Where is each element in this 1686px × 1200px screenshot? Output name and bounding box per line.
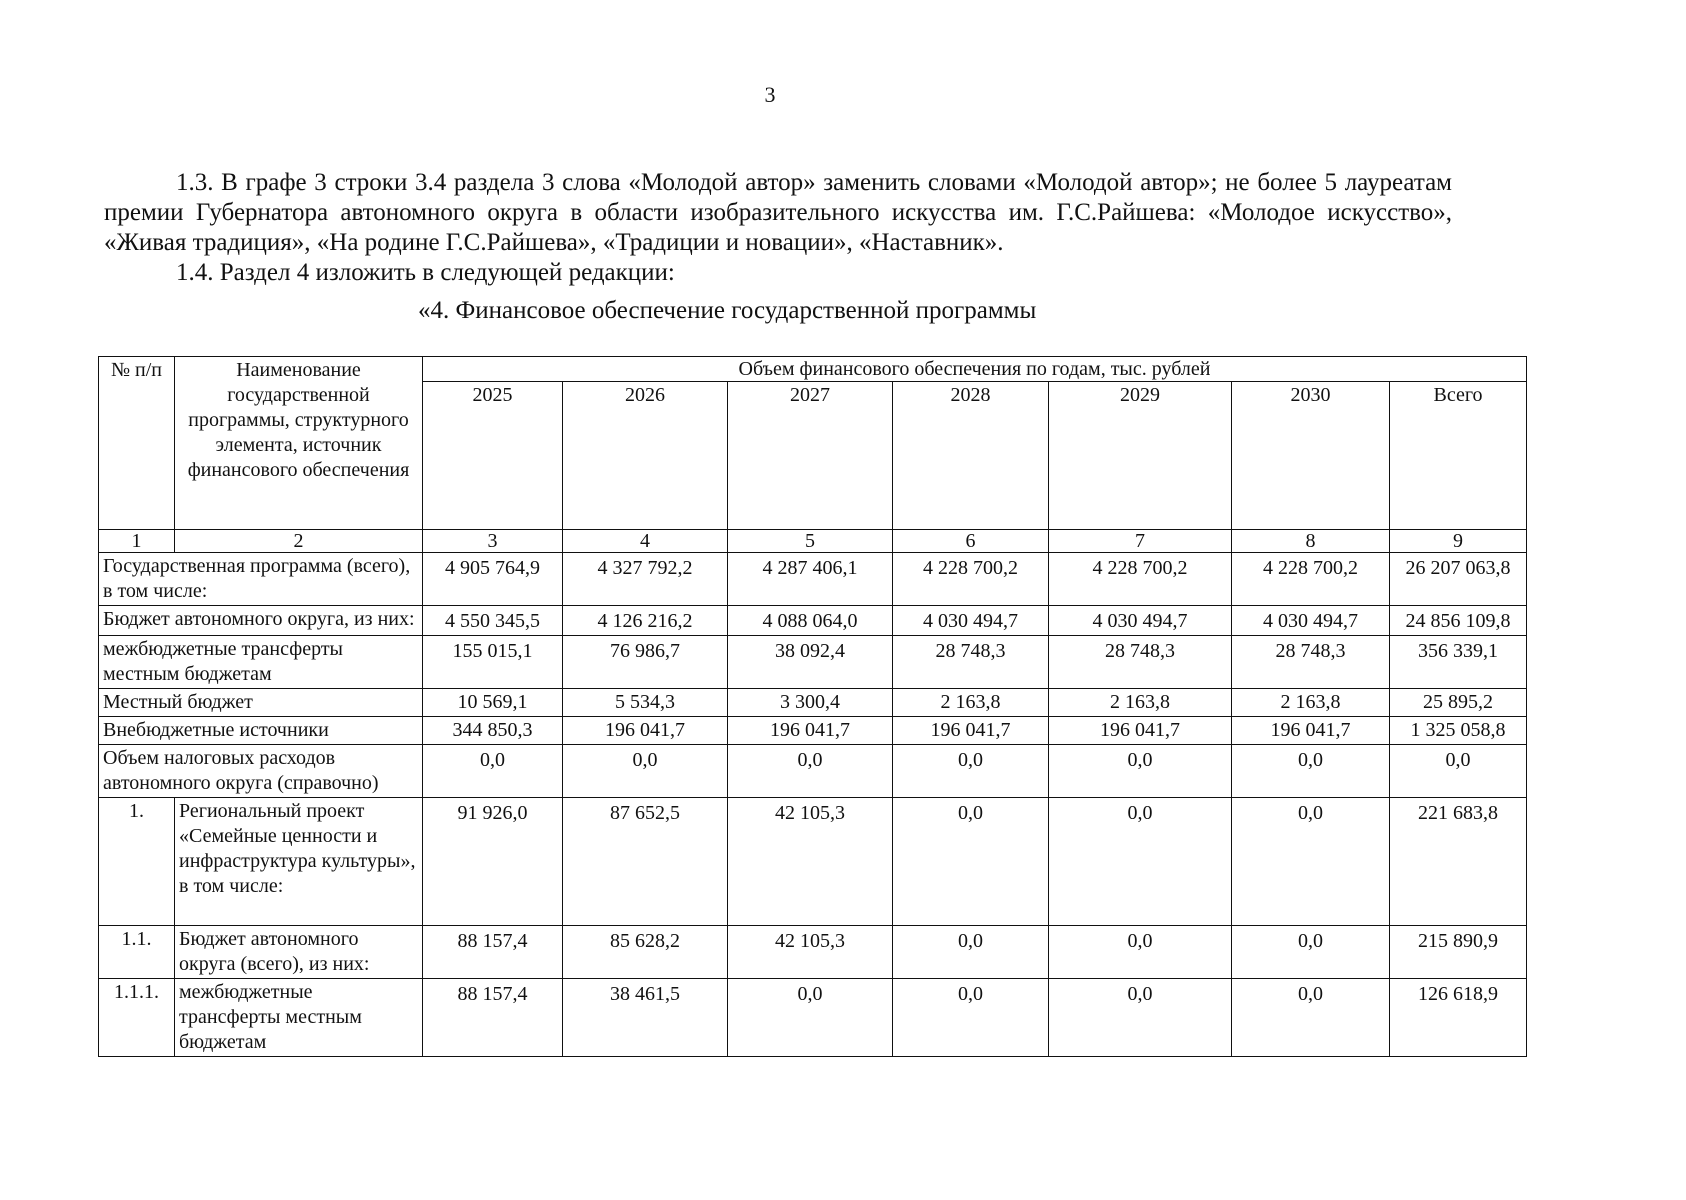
value-cell: 0,0 [1049,979,1232,1057]
value-cell: 155 015,1 [423,636,563,689]
table-row-extrabudget [99,717,1527,745]
header-year-2026: 2026 [563,382,728,530]
value-cell: 38 092,4 [728,636,893,689]
value-cell: 0,0 [563,745,728,798]
value-cell: 4 030 494,7 [1049,606,1232,636]
header-total: Всего [1390,382,1527,530]
value-cell: 4 550 345,5 [423,606,563,636]
value-cell: 221 683,8 [1390,798,1527,926]
value-cell: 42 105,3 [728,798,893,926]
row-label: Местный бюджет [99,689,423,717]
value-cell: 0,0 [1049,798,1232,926]
value-cell: 0,0 [893,979,1049,1057]
table-row-okrug-budget [99,606,1527,636]
value-cell: 76 986,7 [563,636,728,689]
value-cell: 85 628,2 [563,926,728,979]
value-cell: 196 041,7 [1232,717,1390,745]
header-year-2030: 2030 [1232,382,1390,530]
value-cell: 91 926,0 [423,798,563,926]
value-cell: 87 652,5 [563,798,728,926]
value-cell: 196 041,7 [1049,717,1232,745]
value-cell: 0,0 [893,798,1049,926]
body-text [104,168,1452,288]
value-cell: 4 228 700,2 [1049,553,1232,606]
value-cell: 0,0 [1232,926,1390,979]
section-title: «4. Финансовое обеспечение государственной программы [418,297,1037,324]
index-cell: 5 [728,530,893,553]
header-num-col: № п/п [99,357,175,530]
value-cell: 2 163,8 [1232,689,1390,717]
row-label: межбюджетные трансферты местным бюджетам [175,979,423,1057]
value-cell: 4 287 406,1 [728,553,893,606]
value-cell: 3 300,4 [728,689,893,717]
row-label: Бюджет автономного округа (всего), из них: [175,926,423,979]
table-row-regional-project [99,798,1527,926]
value-cell: 88 157,4 [423,979,563,1057]
value-cell: 356 339,1 [1390,636,1527,689]
header-row-1 [99,357,1527,382]
value-cell: 28 748,3 [1049,636,1232,689]
row-number: 1.1. [99,926,175,979]
row-label: Государственная программа (всего), в том числе: [99,553,423,606]
header-year-2028: 2028 [893,382,1049,530]
paragraph-1-3: 1.3. В графе 3 строки 3.4 раздела 3 слова «Молодой автор» заменить словами «Молодой автор»; не более 5 лауреатам премии Губернатора автономного округа в области изобразительного искусства им. Г.С.Райшева: «Молодое искусство», «Живая традиция», «На родине Г.С.Райшева», «Традиции и новации», «Наставник». [104,169,1452,256]
row-label: межбюджетные трансферты местным бюджетам [99,636,423,689]
row-label: Региональный проект «Семейные ценности и инфраструктура культуры», в том числе: [175,798,423,926]
table-row-tax-expenses [99,745,1527,798]
table-row-local-budget [99,689,1527,717]
value-cell: 0,0 [728,745,893,798]
value-cell: 2 163,8 [1049,689,1232,717]
value-cell: 28 748,3 [1232,636,1390,689]
index-cell: 6 [893,530,1049,553]
header-year-2027: 2027 [728,382,893,530]
value-cell: 4 228 700,2 [1232,553,1390,606]
row-number: 1. [99,798,175,926]
row-label: Внебюджетные источники [99,717,423,745]
value-cell: 1 325 058,8 [1390,717,1527,745]
index-cell: 7 [1049,530,1232,553]
paragraph-1-4: 1.4. Раздел 4 изложить в следующей редакции: [176,259,675,286]
value-cell: 42 105,3 [728,926,893,979]
value-cell: 0,0 [893,926,1049,979]
index-cell: 2 [175,530,423,553]
value-cell: 0,0 [423,745,563,798]
index-cell: 8 [1232,530,1390,553]
index-cell: 9 [1390,530,1527,553]
value-cell: 0,0 [1390,745,1527,798]
value-cell: 215 890,9 [1390,926,1527,979]
value-cell: 196 041,7 [893,717,1049,745]
value-cell: 38 461,5 [563,979,728,1057]
value-cell: 196 041,7 [563,717,728,745]
header-year-2025: 2025 [423,382,563,530]
row-label: Бюджет автономного округа, из них: [99,606,423,636]
value-cell: 26 207 063,8 [1390,553,1527,606]
value-cell: 126 618,9 [1390,979,1527,1057]
index-cell: 3 [423,530,563,553]
value-cell: 0,0 [1232,798,1390,926]
value-cell: 4 327 792,2 [563,553,728,606]
index-cell: 4 [563,530,728,553]
value-cell: 4 030 494,7 [893,606,1049,636]
header-volume: Объем финансового обеспечения по годам, тыс. рублей [423,357,1527,382]
row-number: 1.1.1. [99,979,175,1057]
index-cell: 1 [99,530,175,553]
financial-table [98,356,1527,1057]
table-row-1-1 [99,926,1527,979]
value-cell: 0,0 [1232,979,1390,1057]
value-cell: 10 569,1 [423,689,563,717]
table-row-1-1-1 [99,979,1527,1057]
value-cell: 4 905 764,9 [423,553,563,606]
value-cell: 25 895,2 [1390,689,1527,717]
value-cell: 88 157,4 [423,926,563,979]
table-row-transfers [99,636,1527,689]
row-label: Объем налоговых расходов автономного округа (справочно) [99,745,423,798]
value-cell: 24 856 109,8 [1390,606,1527,636]
index-row [99,530,1527,553]
value-cell: 196 041,7 [728,717,893,745]
value-cell: 344 850,3 [423,717,563,745]
header-year-2029: 2029 [1049,382,1232,530]
value-cell: 0,0 [1049,745,1232,798]
value-cell: 5 534,3 [563,689,728,717]
value-cell: 4 126 216,2 [563,606,728,636]
header-name-col: Наименование государственной программы, структурного элемента, источник финансового обеспечения [175,357,423,530]
value-cell: 28 748,3 [893,636,1049,689]
value-cell: 4 228 700,2 [893,553,1049,606]
value-cell: 0,0 [728,979,893,1057]
page-number: 3 [764,82,776,107]
value-cell: 2 163,8 [893,689,1049,717]
value-cell: 0,0 [893,745,1049,798]
value-cell: 4 088 064,0 [728,606,893,636]
value-cell: 0,0 [1049,926,1232,979]
table-row-state-program [99,553,1527,606]
value-cell: 4 030 494,7 [1232,606,1390,636]
value-cell: 0,0 [1232,745,1390,798]
